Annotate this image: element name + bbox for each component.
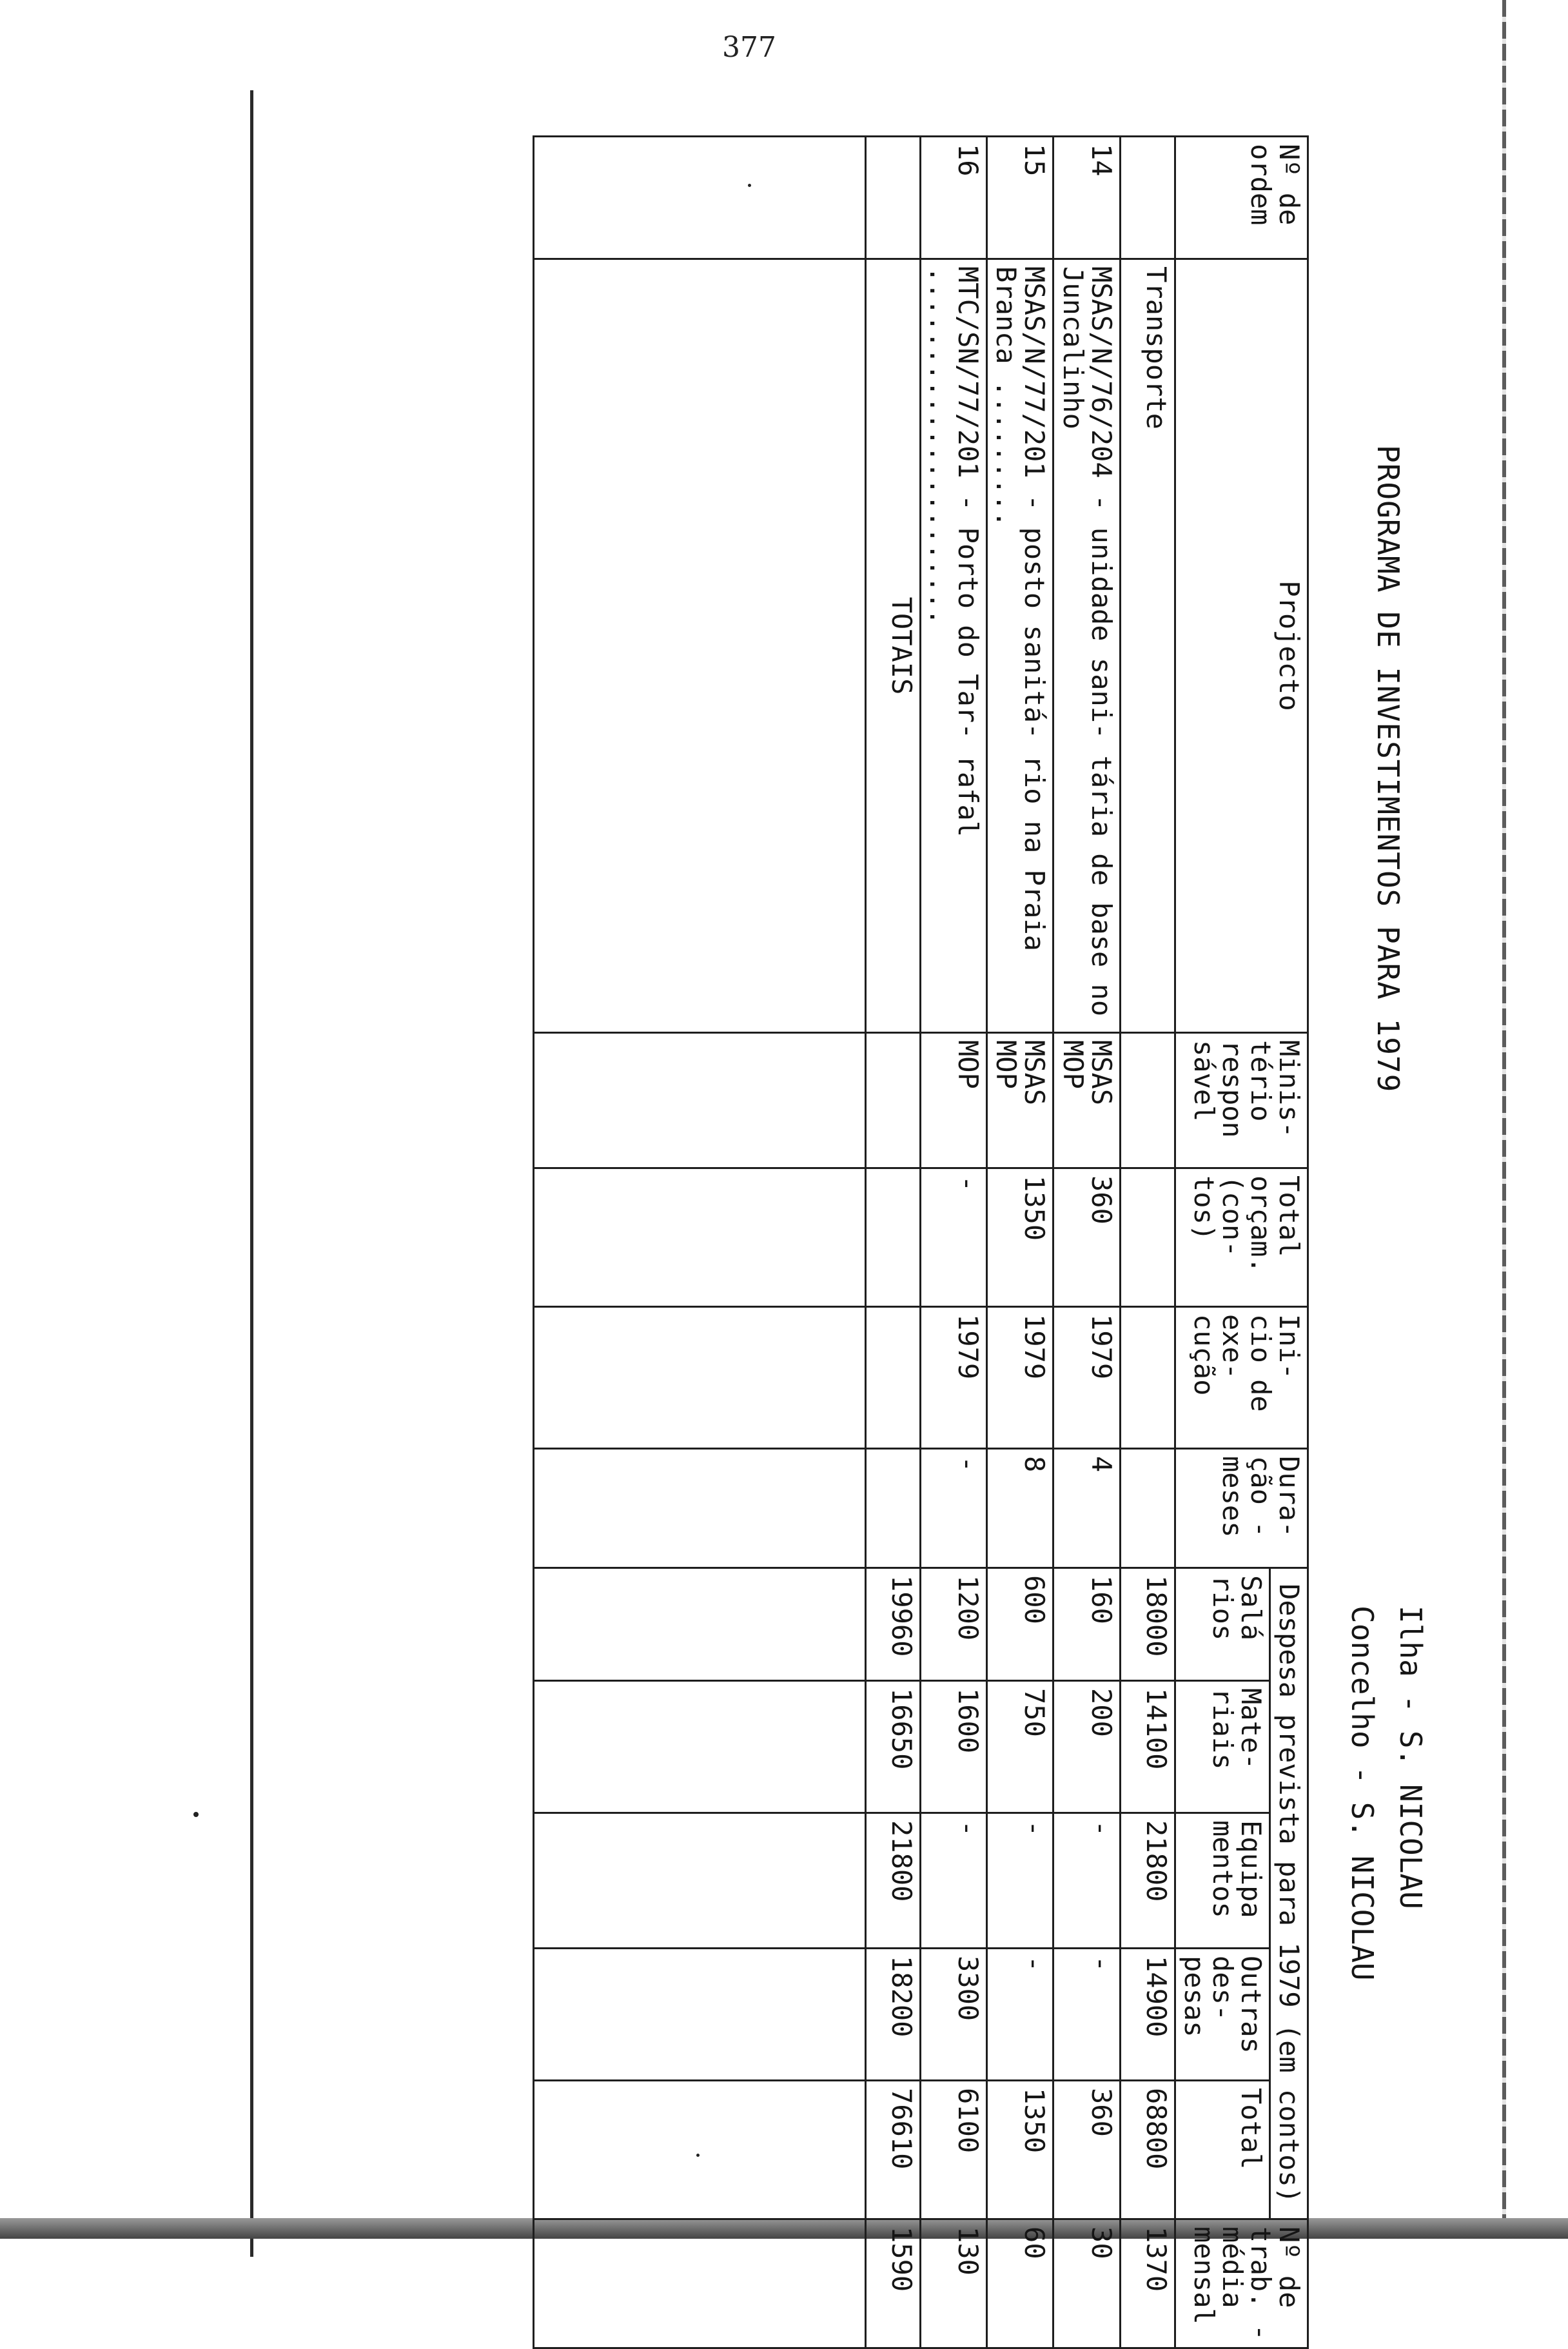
row-equipamentos: - xyxy=(1054,1813,1120,1949)
transporte-row xyxy=(1120,137,1175,2348)
row-trab: 60 xyxy=(987,2219,1054,2348)
document-title: PROGRAMA DE INVESTIMENTOS PARA 1979 xyxy=(1371,445,1406,1093)
row-salarios: 1200 xyxy=(921,1568,987,1681)
row-projecto: MTC/SN/77/201 - Porto do Tar- rafal ...................... xyxy=(921,259,987,1033)
header-projecto: Projecto xyxy=(1175,259,1308,1033)
transporte-total: 68800 xyxy=(1120,2081,1175,2219)
row-outras: - xyxy=(1054,1949,1120,2081)
row-trab: 30 xyxy=(1054,2219,1120,2348)
row-duracao: 4 xyxy=(1054,1449,1120,1568)
transporte-materiais: 14100 xyxy=(1120,1681,1175,1813)
row-total-orcam: 360 xyxy=(1054,1168,1120,1307)
concelho-heading: Concelho - S. NICOLAU xyxy=(1345,1606,1380,1981)
blank-row xyxy=(534,137,866,2348)
transporte-label: Transporte xyxy=(1120,259,1175,1033)
totais-salarios: 19960 xyxy=(866,1568,921,1681)
row-total: 6100 xyxy=(921,2081,987,2219)
header-salarios: Salá rios xyxy=(1175,1568,1269,1681)
row-projecto: MSAS/N/77/201 - posto sanitá- rio na Praia Branca ......... xyxy=(987,259,1054,1033)
totais-row xyxy=(866,137,921,2348)
totais-outras: 18200 xyxy=(866,1949,921,2081)
page-number: 377 xyxy=(722,31,776,64)
row-ordem: 15 xyxy=(987,137,1054,259)
row-equipamentos: - xyxy=(987,1813,1054,1949)
row-outras: - xyxy=(987,1949,1054,2081)
transporte-outras: 14900 xyxy=(1120,1949,1175,2081)
row-inicio: 1979 xyxy=(1054,1307,1120,1449)
row-ordem: 16 xyxy=(921,137,987,259)
row-total-orcam: - xyxy=(921,1168,987,1307)
row-ministerio: MSAS MOP xyxy=(987,1033,1054,1168)
totais-label: TOTAIS xyxy=(866,259,921,1033)
header-inicio: Ini- cio de exe- cução xyxy=(1175,1307,1308,1449)
totais-trab: 1590 xyxy=(866,2219,921,2348)
header-materiais: Mate- riais xyxy=(1175,1681,1269,1813)
row-materiais: 750 xyxy=(987,1681,1054,1813)
header-ordem: Nº de ordem xyxy=(1175,137,1308,259)
header-equipamentos: Equipa mentos xyxy=(1175,1813,1269,1949)
row-total: 360 xyxy=(1054,2081,1120,2219)
row-materiais: 200 xyxy=(1054,1681,1120,1813)
row-total: 1350 xyxy=(987,2081,1054,2219)
header-total: Total xyxy=(1175,2081,1269,2219)
table-row xyxy=(921,137,987,2348)
table-row xyxy=(987,137,1054,2348)
header-outras: Outras des- pesas xyxy=(1175,1949,1269,2081)
row-materiais: 1600 xyxy=(921,1681,987,1813)
transporte-trab: 1370 xyxy=(1120,2219,1175,2348)
row-inicio: 1979 xyxy=(921,1307,987,1449)
row-duracao: 8 xyxy=(987,1449,1054,1568)
row-projecto: MSAS/N/76/204 - unidade sani- tária de base no Juncalinho xyxy=(1054,259,1120,1033)
totais-materiais: 16650 xyxy=(866,1681,921,1813)
row-salarios: 160 xyxy=(1054,1568,1120,1681)
row-total-orcam: 1350 xyxy=(987,1168,1054,1307)
scan-speck xyxy=(193,1812,199,1817)
rotated-table-sheet xyxy=(226,135,1428,2341)
header-despesa-group: Despesa prevista para 1979 (em contos) xyxy=(1269,1568,1308,2219)
header-trab: Nº de trab. -média mensal xyxy=(1175,2219,1308,2348)
table-row xyxy=(1054,137,1120,2348)
header-ministerio: Minis- tério respon sável xyxy=(1175,1033,1308,1168)
header-total-orcam: Total orçam. (con- tos) xyxy=(1175,1168,1308,1307)
header-row-group xyxy=(1269,137,1308,2348)
transporte-equipamentos: 21800 xyxy=(1120,1813,1175,1949)
island-heading: Ilha - S. NICOLAU xyxy=(1393,1606,1428,1909)
transporte-salarios: 18000 xyxy=(1120,1568,1175,1681)
row-trab: 130 xyxy=(921,2219,987,2348)
right-scan-edge xyxy=(1502,0,1506,2239)
row-equipamentos: - xyxy=(921,1813,987,1949)
header-duracao: Dura- ção -meses xyxy=(1175,1449,1308,1568)
totais-total: 76610 xyxy=(866,2081,921,2219)
investment-table xyxy=(533,135,1309,2349)
row-duracao: - xyxy=(921,1449,987,1568)
row-outras: 3300 xyxy=(921,1949,987,2081)
row-ministerio: MOP xyxy=(921,1033,987,1168)
row-inicio: 1979 xyxy=(987,1307,1054,1449)
totais-equipamentos: 21800 xyxy=(866,1813,921,1949)
row-salarios: 600 xyxy=(987,1568,1054,1681)
row-ministerio: MSAS MOP xyxy=(1054,1033,1120,1168)
row-ordem: 14 xyxy=(1054,137,1120,259)
